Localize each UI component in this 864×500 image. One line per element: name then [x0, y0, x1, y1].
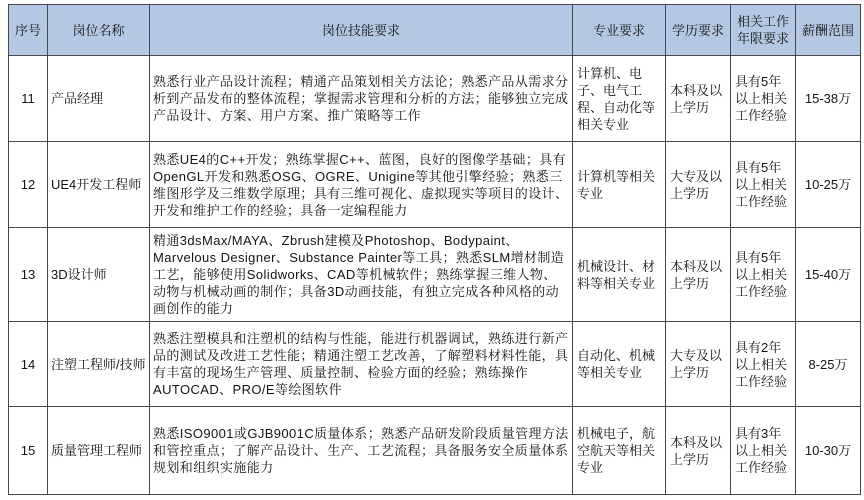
cell-no: 15 — [9, 407, 48, 495]
column-header-no: 序号 — [9, 5, 48, 56]
column-header-skills: 岗位技能要求 — [150, 5, 573, 56]
table-row — [9, 142, 861, 228]
cell-education: 大专及以上学历 — [666, 322, 731, 407]
job-positions-table — [8, 4, 861, 495]
cell-major: 机械电子，航空航天等相关专业 — [573, 407, 666, 495]
column-header-salary: 薪酬范围 — [796, 5, 861, 56]
cell-major: 计算机、电子、电气工程、自动化等相关专业 — [573, 56, 666, 142]
cell-experience: 具有2年以上相关工作经验 — [731, 322, 796, 407]
cell-skills: 熟悉ISO9001或GJB9001C质量体系；熟悉产品研发阶段质量管理方法和管控重点；了解产品设计、生产、工艺流程；具备服务安全质量体系规划和组织实施能力 — [150, 407, 573, 495]
cell-skills: 熟悉UE4的C++开发；熟练掌握C++、蓝图，良好的图像学基础；具有OpenGL开发和熟悉OSG、OGRE、Unigine等其他引擎经验；熟悉三维图形学及三维数学原理；具有三维可视化、虚拟现实等项目的设计、开发和维护工作的经验；具备一定编程能力 — [150, 142, 573, 228]
cell-salary: 10-30万 — [796, 407, 861, 495]
table-row — [9, 322, 861, 407]
cell-no: 11 — [9, 56, 48, 142]
cell-major: 计算机等相关专业 — [573, 142, 666, 228]
cell-salary: 10-25万 — [796, 142, 861, 228]
column-header-position: 岗位名称 — [48, 5, 150, 56]
cell-experience: 具有3年以上相关工作经验 — [731, 407, 796, 495]
cell-salary: 15-38万 — [796, 56, 861, 142]
table-header-row — [9, 5, 861, 56]
cell-experience: 具有5年以上相关工作经验 — [731, 228, 796, 322]
cell-skills: 熟悉行业产品设计流程；精通产品策划相关方法论；熟悉产品从需求分析到产品发布的整体流程；掌握需求管理和分析的方法；能够独立完成产品设计、方案、用户方案、推广策略等工作 — [150, 56, 573, 142]
column-header-major: 专业要求 — [573, 5, 666, 56]
cell-experience: 具有5年以上相关工作经验 — [731, 142, 796, 228]
table-row — [9, 228, 861, 322]
table-row — [9, 56, 861, 142]
cell-skills: 熟悉注塑模具和注塑机的结构与性能，能进行机器调试，熟练进行新产品的测试及改进工艺性能；精通注塑工艺改善，了解塑料材料性能，具有丰富的现场生产管理、质量控制、检验方面的经验；熟练操作AUTOCAD、PRO/E等绘图软件 — [150, 322, 573, 407]
cell-salary: 8-25万 — [796, 322, 861, 407]
cell-major: 自动化、机械等相关专业 — [573, 322, 666, 407]
cell-position: UE4开发工程师 — [48, 142, 150, 228]
cell-position: 3D设计师 — [48, 228, 150, 322]
cell-no: 14 — [9, 322, 48, 407]
cell-position: 注塑工程师/技师 — [48, 322, 150, 407]
cell-no: 12 — [9, 142, 48, 228]
cell-education: 大专及以上学历 — [666, 142, 731, 228]
cell-skills: 精通3dsMax/MAYA、Zbrush建模及Photoshop、Bodypaint、Marvelous Designer、Substance Painter等工具；熟悉SLM增材制造工艺，能够使用Solidworks、CAD等机械软件；熟练掌握三维人物、动物与机械动画的制作；具备3D动画技能，有独立完成各种风格的动画创作的能力 — [150, 228, 573, 322]
cell-no: 13 — [9, 228, 48, 322]
cell-position: 质量管理工程师 — [48, 407, 150, 495]
cell-major: 机械设计、材料等相关专业 — [573, 228, 666, 322]
cell-education: 本科及以上学历 — [666, 407, 731, 495]
cell-education: 本科及以上学历 — [666, 56, 731, 142]
cell-position: 产品经理 — [48, 56, 150, 142]
column-header-experience: 相关工作年限要求 — [731, 5, 796, 56]
cell-experience: 具有5年以上相关工作经验 — [731, 56, 796, 142]
table-row — [9, 407, 861, 495]
cell-education: 本科及以上学历 — [666, 228, 731, 322]
column-header-education: 学历要求 — [666, 5, 731, 56]
cell-salary: 15-40万 — [796, 228, 861, 322]
